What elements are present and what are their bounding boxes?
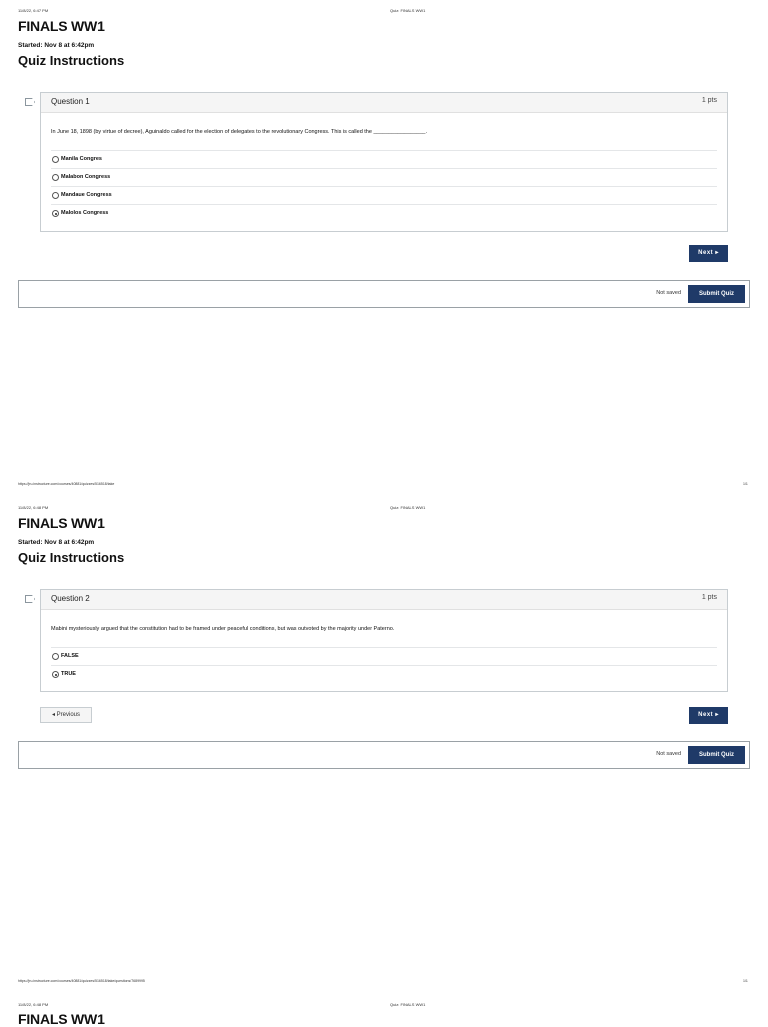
page-title: FINALS WW1 (18, 18, 105, 34)
answer-option[interactable] (51, 150, 717, 168)
quiz-instructions-heading: Quiz Instructions (18, 53, 125, 68)
print-url-footer: https://jru.instructure.com/courses/40881/quizzes/516518/take (18, 482, 115, 486)
radio-button[interactable] (52, 192, 59, 199)
answer-option[interactable] (51, 647, 717, 665)
print-page-number: 1/1 (743, 979, 748, 983)
print-date-header: 11/8/22, 6:48 PM (18, 505, 49, 510)
flag-question-icon[interactable] (25, 98, 35, 106)
print-url-footer: https://jru.instructure.com/courses/40881/quizzes/516518/take/questions/7689995 (18, 979, 145, 983)
answer-label: TRUE (61, 671, 76, 677)
answer-option[interactable] (51, 204, 717, 222)
quiz-instructions-heading: Quiz Instructions (18, 550, 125, 565)
answer-option[interactable] (51, 186, 717, 204)
question-card (40, 92, 728, 232)
print-title-header: Quiz: FINALS WW1 (390, 505, 426, 510)
answer-label: Manila Congres (61, 156, 102, 162)
question-card (40, 589, 728, 692)
flag-question-icon[interactable] (25, 595, 35, 603)
question-header (41, 93, 727, 113)
print-title-header: Quiz: FINALS WW1 (390, 8, 426, 13)
radio-button-selected[interactable] (52, 671, 59, 678)
submit-bar (18, 741, 750, 769)
print-page-number: 1/1 (743, 482, 748, 486)
page-title: FINALS WW1 (18, 515, 105, 531)
print-date-header: 11/8/22, 6:47 PM (18, 8, 49, 13)
print-date-header: 11/8/22, 6:48 PM (18, 1002, 49, 1007)
submit-quiz-button[interactable]: Submit Quiz (688, 746, 745, 764)
radio-button-selected[interactable] (52, 210, 59, 217)
submit-quiz-button[interactable]: Submit Quiz (688, 285, 745, 303)
question-points: 1 pts (701, 594, 717, 601)
answer-label: Malabon Congress (61, 174, 111, 180)
answer-option[interactable] (51, 168, 717, 186)
save-status: Not saved (656, 290, 681, 296)
question-text: Mabini mysteriously argued that the constitution had to be framed under peaceful conditions, but was outvoted by the majority under Paterno. (51, 626, 395, 632)
answer-label: FALSE (61, 653, 79, 659)
save-status: Not saved (656, 751, 681, 757)
started-time: Started: Nov 8 at 6:42pm (18, 42, 95, 49)
page-title: FINALS WW1 (18, 1011, 105, 1027)
radio-button[interactable] (52, 156, 59, 163)
radio-button[interactable] (52, 174, 59, 181)
question-text: In June 18, 1898 (by virtue of decree), Aguinaldo called for the election of delegates to the revolutionary Congress. This is called the _________________. (51, 129, 427, 135)
answer-option[interactable] (51, 665, 717, 683)
answer-label: Malolos Congress (61, 210, 109, 216)
next-button[interactable]: Next ▸ (689, 707, 728, 724)
answer-label: Mandaue Congress (61, 192, 112, 198)
question-header (41, 590, 727, 610)
started-time: Started: Nov 8 at 6:42pm (18, 539, 95, 546)
question-name: Question 1 (51, 97, 90, 106)
previous-button[interactable]: ◂ Previous (40, 707, 92, 723)
radio-button[interactable] (52, 653, 59, 660)
question-name: Question 2 (51, 594, 90, 603)
print-title-header: Quiz: FINALS WW1 (390, 1002, 426, 1007)
submit-bar (18, 280, 750, 308)
question-points: 1 pts (701, 97, 717, 104)
next-button[interactable]: Next ▸ (689, 245, 728, 262)
